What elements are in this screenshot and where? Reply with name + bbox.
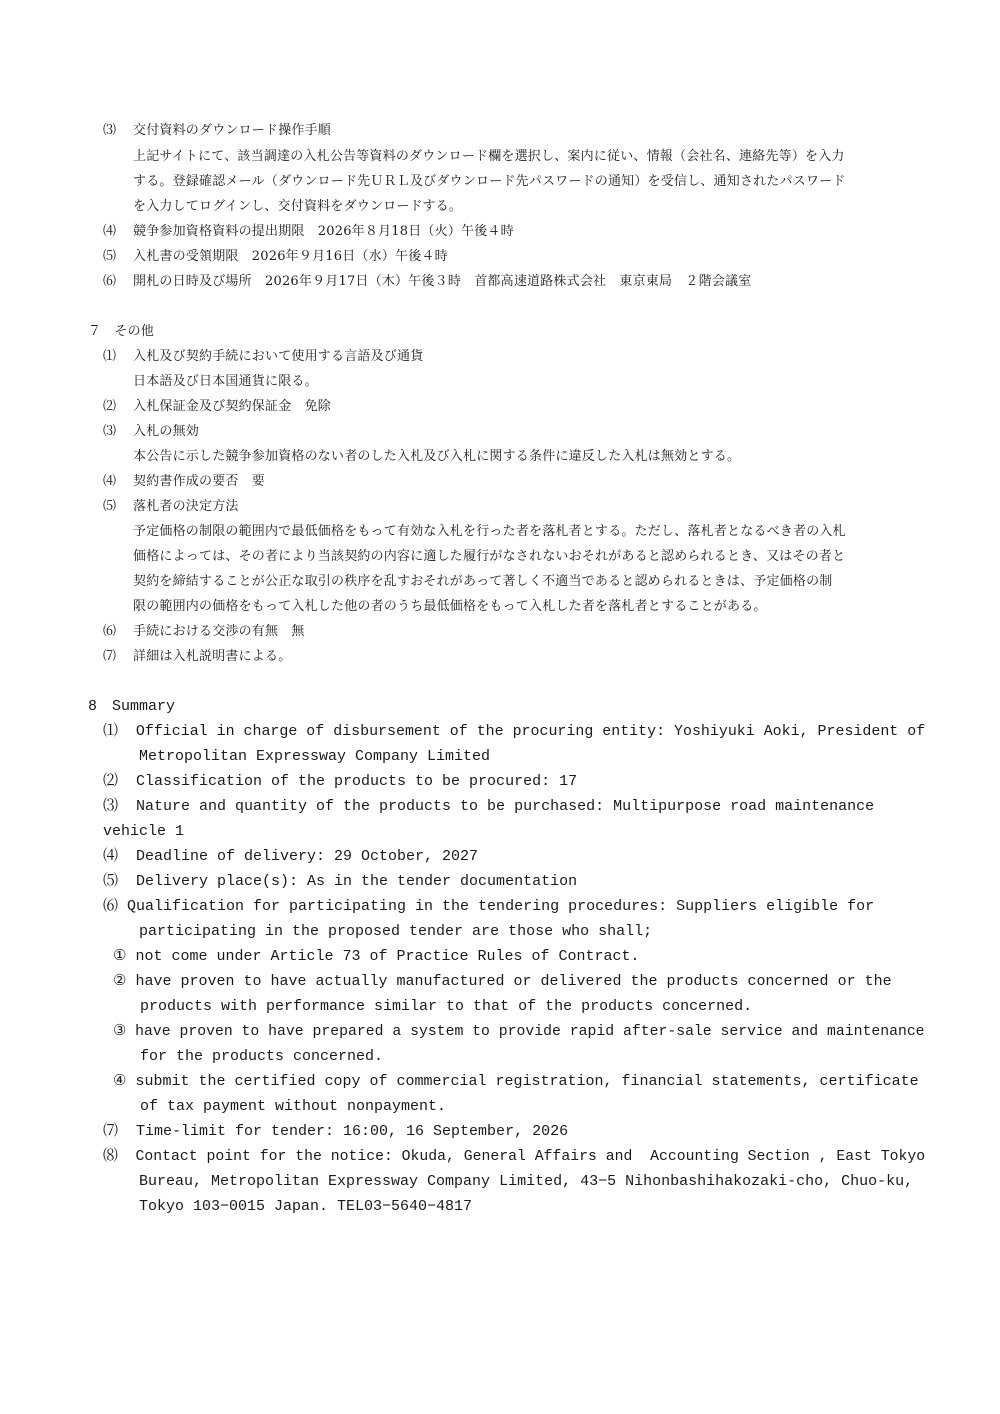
item-text: 詳細は入札説明書による。 — [133, 649, 292, 664]
summary-line: products with performance similar to that of the products concerned. — [113, 998, 753, 1015]
paragraph-line: 限の範囲内の価格をもって入札した他の者のうち最低価格をもって入札した者を落札者とすることがある。 — [133, 599, 767, 614]
item-number: ⑶ — [103, 424, 117, 439]
section-heading: 8 Summary — [88, 698, 176, 715]
item-text: 本公告に示した競争参加資格のない者のした入札及び入札に関する条件に違反した入札は無効とする。 — [133, 449, 741, 464]
item-text: 入札保証金及び契約保証金 免除 — [133, 399, 332, 414]
summary-line: of tax payment without nonpayment. — [113, 1098, 447, 1115]
item-number: ⑴ — [103, 349, 117, 364]
item-text: 落札者の決定方法 — [133, 499, 239, 514]
summary-line: ③ have proven to have prepared a system to provide rapid after-sale service and maintenance — [113, 1023, 925, 1040]
summary-line: participating in the proposed tender are those who shall; — [103, 923, 653, 940]
summary-line: ⑸ Delivery place(s): As in the tender documentation — [103, 873, 578, 890]
item-number: ⑹ — [103, 274, 117, 289]
item-number: ⑸ — [103, 249, 117, 264]
summary-line: ⑺ Time-limit for tender: 16:00, 16 September, 2026 — [103, 1123, 569, 1140]
summary-line: vehicle 1 — [103, 823, 185, 840]
item-text: 日本語及び日本国通貨に限る。 — [133, 374, 318, 389]
paragraph-line: 予定価格の制限の範囲内で最低価格をもって有効な入札を行った者を落札者とする。ただし、落札者となるべき者の入札 — [133, 524, 846, 539]
item-number: ⑶ — [103, 123, 117, 138]
item-text: 開札の日時及び場所 2026年９月17日（木）午後３時 首都高速道路株式会社 東京東局 ２階会議室 — [133, 274, 752, 289]
item-number: ⑷ — [103, 474, 117, 489]
item-text: 契約書作成の要否 要 — [133, 474, 266, 489]
summary-line: ⑷ Deadline of delivery: 29 October, 2027 — [103, 848, 479, 865]
summary-line: ① not come under Article 73 of Practice Rules of Contract. — [113, 948, 640, 965]
item-text: 手続における交渉の有無 無 — [133, 624, 305, 639]
item-number: ⑹ — [103, 624, 117, 639]
item-number: ⑵ — [103, 399, 117, 414]
item-text: 入札の無効 — [133, 424, 200, 439]
summary-line: for the products concerned. — [113, 1048, 384, 1065]
item-number: ⑸ — [103, 499, 117, 514]
item-number: ⑷ — [103, 224, 117, 239]
summary-line: Metropolitan Expressway Company Limited — [103, 748, 491, 765]
summary-line: ⑻ Contact point for the notice: Okuda, General Affairs and Accounting Section , East Tokyo — [103, 1148, 926, 1165]
item-text: 競争参加資格資料の提出期限 2026年８月18日（火）午後４時 — [133, 224, 514, 239]
item-title: 交付資料のダウンロード操作手順 — [133, 123, 332, 138]
item-text: 入札書の受領期限 2026年９月16日（水）午後４時 — [133, 249, 448, 264]
paragraph-line: を入力してログインし、交付資料をダウンロードする。 — [133, 199, 462, 214]
summary-line: ⑵ Classification of the products to be procured: 17 — [103, 773, 578, 790]
summary-line: ⑶ Nature and quantity of the products to be purchased: Multipurpose road maintenance — [103, 798, 875, 815]
summary-line: ④ submit the certified copy of commercial registration, financial statements, certificate — [113, 1073, 919, 1090]
summary-line: ② have proven to have actually manufactured or delivered the products concerned or the — [113, 973, 892, 990]
paragraph-line: 価格によっては、その者により当該契約の内容に適した履行がなされないおそれがあると認められるとき、又はその者と — [133, 549, 846, 564]
summary-line: Tokyo 103−0015 Japan. TEL03−5640−4817 — [103, 1198, 473, 1215]
paragraph-line: 契約を締結することが公正な取引の秩序を乱すおそれがあって著しく不適当であると認められるときは、予定価格の制 — [133, 574, 833, 589]
item-text: 入札及び契約手続において使用する言語及び通貨 — [133, 349, 424, 364]
summary-line: ⑹ Qualification for participating in the tendering procedures: Suppliers eligible for — [103, 898, 875, 915]
item-number: ⑺ — [103, 649, 117, 664]
paragraph-line: 上記サイトにて、該当調達の入札公告等資料のダウンロード欄を選択し、案内に従い、情報（会社名、連絡先等）を入力 — [133, 149, 845, 164]
summary-line: ⑴ Official in charge of disbursement of the procuring entity: Yoshiyuki Aoki, President of — [103, 723, 926, 740]
summary-line: Bureau, Metropolitan Expressway Company Limited, 43−5 Nihonbashihakozaki-cho, Chuo-ku, — [103, 1173, 914, 1190]
section-heading: ７ その他 — [88, 324, 155, 339]
paragraph-line: する。登録確認メール（ダウンロード先ＵＲＬ及びダウンロード先パスワードの通知）を受信し、通知されたパスワード — [133, 174, 846, 189]
